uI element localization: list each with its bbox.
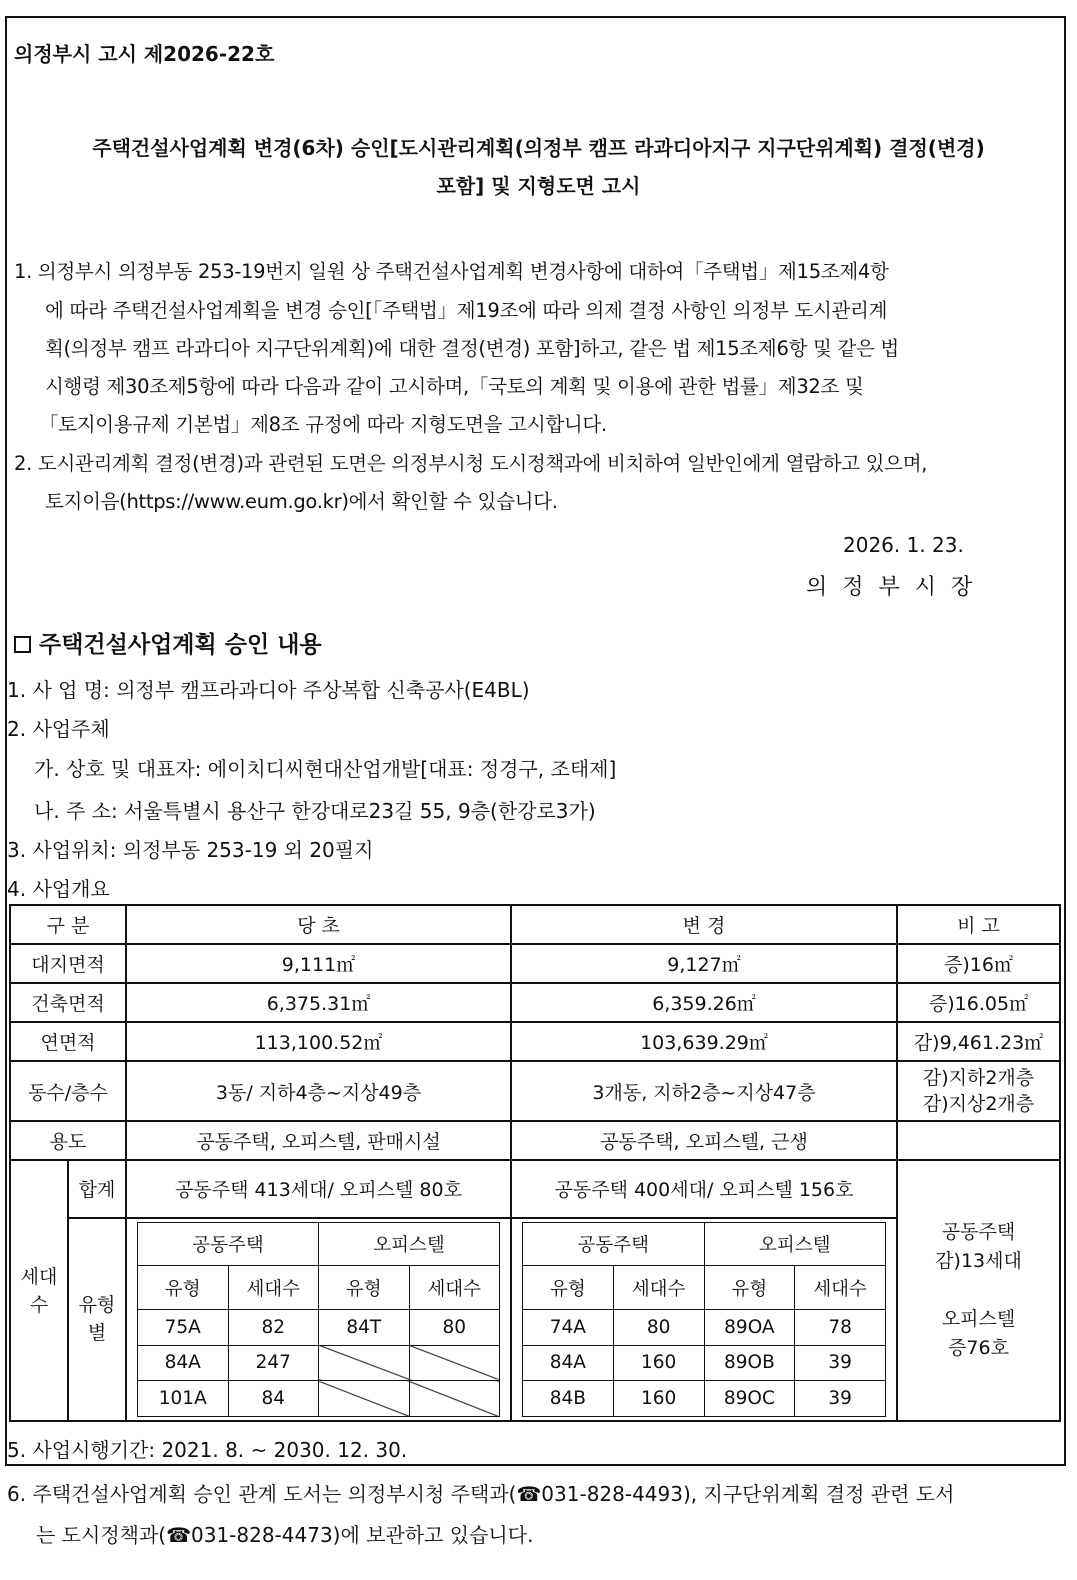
cell-note [897,1061,1060,1121]
count-header: 세대수 [613,1266,704,1310]
para1-line: 「토지이용규제 기본법」제8조 규정에 따라 지형도면을 고시합니다. [39,413,607,436]
notice-date: 2026. 1. 23. [843,533,964,557]
after-units-table [522,1222,886,1417]
total-before: 공동주택 413세대/ 오피스텔 80호 [126,1160,511,1217]
empty-slash-cell [319,1345,410,1381]
apt-header: 공동주택 [138,1222,319,1266]
notice-title-line2: 포함] 및 지형도면 고시 [436,174,641,198]
cell-after: 3개동, 지하2층~지상47층 [511,1061,897,1121]
item-business-name: 1. 사 업 명: 의정부 캠프라과디아 주상복합 신축공사(E4BL) [7,678,530,702]
officetel-count: 78 [795,1310,886,1346]
empty-slash-cell [409,1381,500,1417]
cell-note [897,1121,1060,1160]
cell-before: 113,100.52㎡ [126,1022,511,1061]
apt-count: 160 [613,1345,704,1381]
apt-count: 80 [613,1310,704,1346]
bytype-label-line: 유형 [78,1294,116,1317]
type-header: 유형 [319,1266,410,1310]
item-period: 5. 사업시행기간: 2021. 8. ~ 2030. 12. 30. [7,1438,408,1462]
header-category: 구 분 [10,905,126,944]
header-note: 비 고 [897,905,1060,944]
cell-before: 공동주택, 오피스텔, 판매시설 [126,1121,511,1160]
cell-after: 103,639.29㎡ [511,1022,897,1061]
units-note-line: 오피스텔 [941,1308,1016,1331]
total-label: 합계 [68,1160,126,1217]
para1-line: 에 따라 주택건설사업계획을 변경 승인[「주택법」제19조에 따라 의제 결정 사항인 의정부 도시관리계 [45,299,888,322]
count-header: 세대수 [795,1266,886,1310]
item-operator: 2. 사업주체 [7,717,110,741]
apt-type: 74A [523,1310,614,1346]
apt-count: 160 [613,1381,704,1417]
para2-line: 토지이음(https://www.eum.go.kr)에서 확인할 수 있습니다. [45,490,558,513]
bytype-label [68,1218,126,1421]
bytype-label-line: 별 [87,1322,107,1345]
before-units-cell [126,1218,511,1421]
header-after: 변 경 [511,905,897,944]
apt-type: 84A [138,1345,229,1381]
para1-line: 1. 의정부시 의정부동 253-19번지 일원 상 주택건설사업계획 변경사항에 대하여「주택법」제15조제4항 [14,260,889,283]
note-line: 감)지하2개층 [922,1067,1035,1090]
row-label: 동수/층수 [10,1061,126,1121]
cell-after: 6,359.26㎡ [511,983,897,1022]
officetel-type: 89OA [704,1310,795,1346]
row-label: 용도 [10,1121,126,1160]
notice-number: 의정부시 고시 제2026-22호 [14,42,275,66]
total-after: 공동주택 400세대/ 오피스텔 156호 [511,1160,897,1217]
officetel-count: 80 [409,1310,500,1346]
row-label: 대지면적 [10,944,126,983]
apt-type: 75A [138,1310,229,1346]
footer-line: 6. 주택건설사업계획 승인 관계 도서는 의정부시청 주택과(☎031-828-4493), 지구단위계획 결정 관련 도서 [7,1482,955,1506]
count-header: 세대수 [228,1266,319,1310]
officetel-count: 39 [795,1381,886,1417]
section-title-text: 주택건설사업계획 승인 내용 [39,632,322,658]
before-units-table [137,1222,500,1417]
type-header: 유형 [138,1266,229,1310]
apt-header: 공동주택 [523,1222,705,1266]
empty-slash-cell [409,1345,500,1381]
units-note [897,1160,1060,1421]
officetel-type: 89OB [704,1345,795,1381]
after-units-cell [511,1218,897,1421]
cell-before: 6,375.31㎡ [126,983,511,1022]
officetel-header: 오피스텔 [704,1222,886,1266]
type-header: 유형 [523,1266,614,1310]
units-note-line: 공동주택 [941,1221,1016,1244]
row-label: 건축면적 [10,983,126,1022]
cell-after: 공동주택, 오피스텔, 근생 [511,1121,897,1160]
apt-type: 84B [523,1381,614,1417]
item-location: 3. 사업위치: 의정부동 253-19 외 20필지 [7,838,374,862]
row-label: 연면적 [10,1022,126,1061]
note-line: 감)지상2개층 [922,1093,1035,1116]
para2-line: 2. 도시관리계획 결정(변경)과 관련된 도면은 의정부시청 도시정책과에 비치하여 일반인에게 열람하고 있으며, [14,452,928,475]
units-label [10,1160,68,1421]
overview-table [9,904,1061,1422]
footer-line: 는 도시정책과(☎031-828-4473)에 보관하고 있습니다. [36,1523,534,1547]
item-overview: 4. 사업개요 [7,877,110,901]
cell-note: 감)9,461.23㎡ [897,1022,1060,1061]
cell-note: 증)16.05㎡ [897,983,1060,1022]
para1-line: 획(의정부 캠프 라과디아 지구단위계획)에 대한 결정(변경) 포함]하고, 같은 법 제15조제6항 및 같은 법 [45,337,899,360]
para1-line: 시행령 제30조제5항에 따라 다음과 같이 고시하며,「국토의 계획 및 이용에 관한 법률」제32조 및 [45,375,864,398]
officetel-header: 오피스텔 [319,1222,500,1266]
checkbox-square-icon [14,636,31,653]
apt-count: 84 [228,1381,319,1417]
cell-after: 9,127㎡ [511,944,897,983]
officetel-count: 39 [795,1345,886,1381]
cell-before: 9,111㎡ [126,944,511,983]
empty-slash-cell [319,1381,410,1417]
header-before: 당 초 [126,905,511,944]
units-note-line: 감)13세대 [935,1250,1022,1273]
apt-count: 82 [228,1310,319,1346]
item-operator-name: 가. 상호 및 대표자: 에이치디씨현대산업개발[대표: 정경구, 조태제] [34,757,617,781]
officetel-type: 84T [319,1310,410,1346]
type-header: 유형 [704,1266,795,1310]
units-label-line: 수 [29,1293,49,1316]
units-note-line: 증76호 [948,1337,1009,1360]
units-label-line: 세대 [20,1265,58,1288]
cell-before: 3동/ 지하4층~지상49층 [126,1061,511,1121]
apt-count: 247 [228,1345,319,1381]
count-header: 세대수 [409,1266,500,1310]
apt-type: 101A [138,1381,229,1417]
cell-note: 증)16㎡ [897,944,1060,983]
item-operator-address: 나. 주 소: 서울특별시 용산구 한강대로23길 55, 9층(한강로3가) [34,799,596,823]
notice-title-line1: 주택건설사업계획 변경(6차) 승인[도시관리계획(의정부 캠프 라과디아지구 지구단위계획) 결정(변경) [92,136,985,160]
section-title [14,626,322,659]
apt-type: 84A [523,1345,614,1381]
officetel-type: 89OC [704,1381,795,1417]
issuer: 의정부시장 [806,575,988,600]
